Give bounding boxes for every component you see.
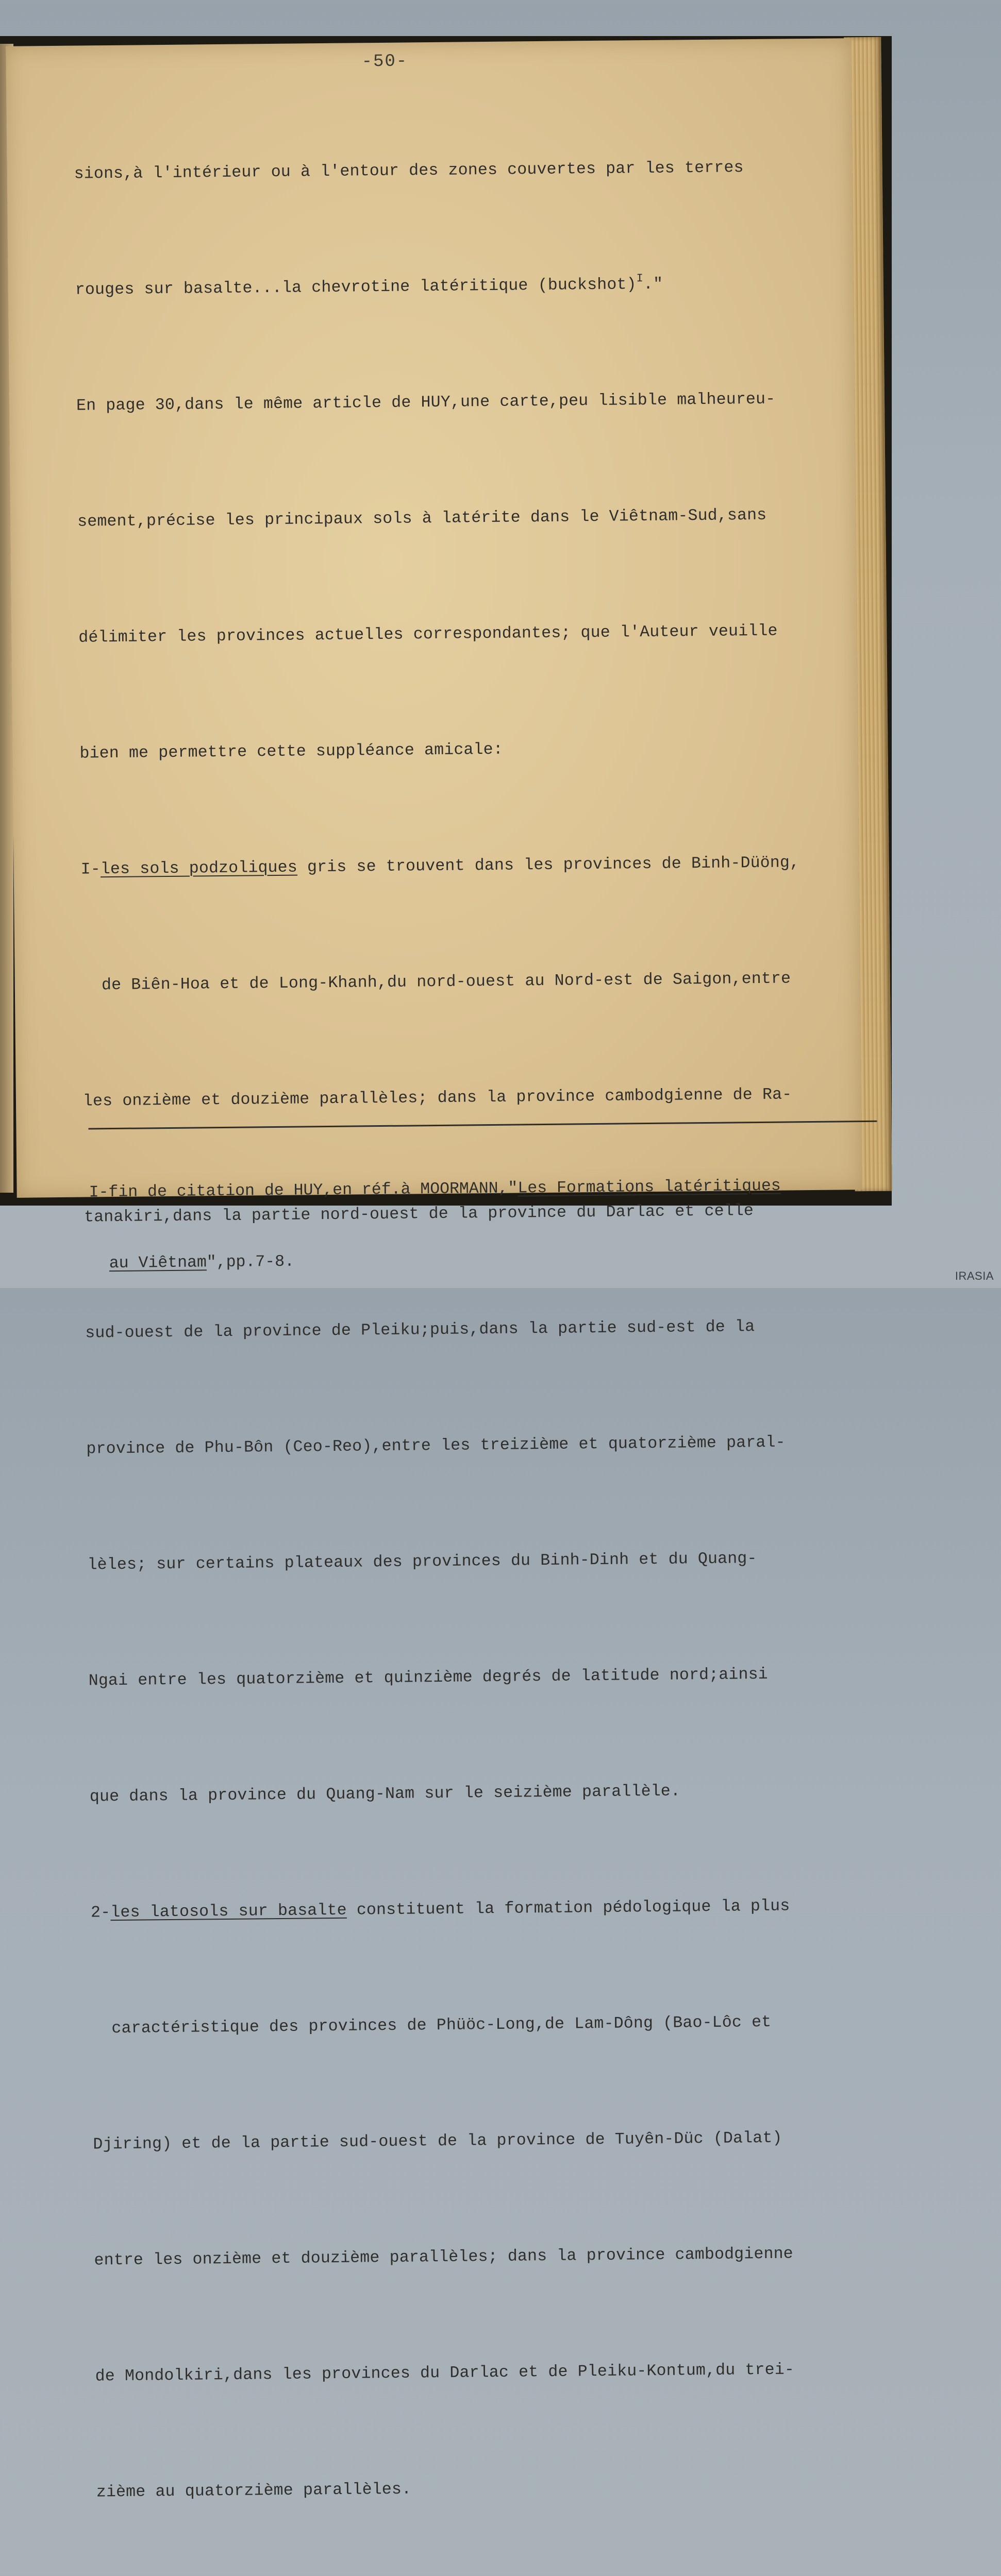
footnote-marker: I [636, 272, 644, 285]
page-number: -50- [361, 52, 408, 72]
text-line: tanakiri,dans la partie nord-ouest de la province du Darlac et celle [84, 1202, 754, 1227]
text-line: que dans la province du Quang-Nam sur le seizième parallèle. [89, 1782, 681, 1806]
text-line: rouges sur basalte...la chevrotine latéritique (buckshot)$^I$." [75, 272, 663, 299]
text-line: sement,précise les principaux sols à latérite dans le Viêtnam-Sud,sans [77, 506, 767, 531]
footnote [89, 1126, 879, 1324]
text-line: En page 30,dans le même article de HUY,une carte,peu lisible malheureu- [76, 390, 776, 415]
text-line: Djiring) et de la partie sud-ouest de la province de Tuyên-Düc (Dalat) [93, 2129, 782, 2154]
footnote-title-cont: au Viêtnam [109, 1253, 207, 1273]
text-line: caractéristique des provinces de Phüöc-Long,de Lam-Dông (Bao-Lôc et [111, 2013, 772, 2038]
section-1-term: les sols podzoliques [100, 858, 298, 879]
text-line: entre les onzième et douzième parallèles; dans la province cambodgienne [94, 2245, 794, 2270]
footnote-title: Les Formations latéritiques [518, 1177, 781, 1198]
document-page [6, 38, 862, 2502]
footnote-line: I-fin de citation de HUY,en réf.à MOORMANN,"Les Formations latéritiques [89, 1177, 781, 1202]
text-line: sions,à l'intérieur ou à l'entour des zones couvertes par les terres [74, 159, 744, 183]
section-2-term: les latosols sur basalte [110, 1901, 347, 1922]
watermark: IRASIA [955, 1269, 994, 1282]
text-line: province de Phu-Bôn (Ceo-Reo),entre les treizième et quatorzième paral- [86, 1433, 786, 1459]
section-1-heading-line: I-les sols podzoliques gris se trouvent dans les provinces de Binh-Düöng, [80, 854, 800, 879]
text-line: Ngai entre les quatorzième et quinzième degrés de latitude nord;ainsi [88, 1665, 769, 1690]
text-line: bien me permettre cette suppléance amicale: [79, 740, 504, 763]
text-line: lèles; sur certains plateaux des provinces du Binh-Dinh et du Quang- [87, 1550, 757, 1574]
text-line: les onzième et douzième parallèles; dans la province cambodgienne de Ra- [82, 1086, 792, 1111]
text-line: de Mondolkiri,dans les provinces du Darlac et de Pleiku-Kontum,du trei- [95, 2361, 795, 2386]
text-line: sud-ouest de la province de Pleiku;puis,dans la partie sud-est de la [85, 1318, 755, 1343]
text-line: zième au quatorzième parallèles. [96, 2480, 412, 2502]
body-text [73, 70, 888, 2576]
section-2-heading-line: 2-les latosols sur basalte constituent la formation pédologique la plus [90, 1897, 790, 1922]
text-line: de Biên-Hoa et de Long-Khanh,du nord-ouest au Nord-est de Saigon,entre [101, 970, 791, 995]
text-line: délimiter les provinces actuelles correspondantes; que l'Auteur veuille [78, 622, 778, 647]
footnote-line: au Viêtnam",pp.7-8. [109, 1252, 295, 1273]
